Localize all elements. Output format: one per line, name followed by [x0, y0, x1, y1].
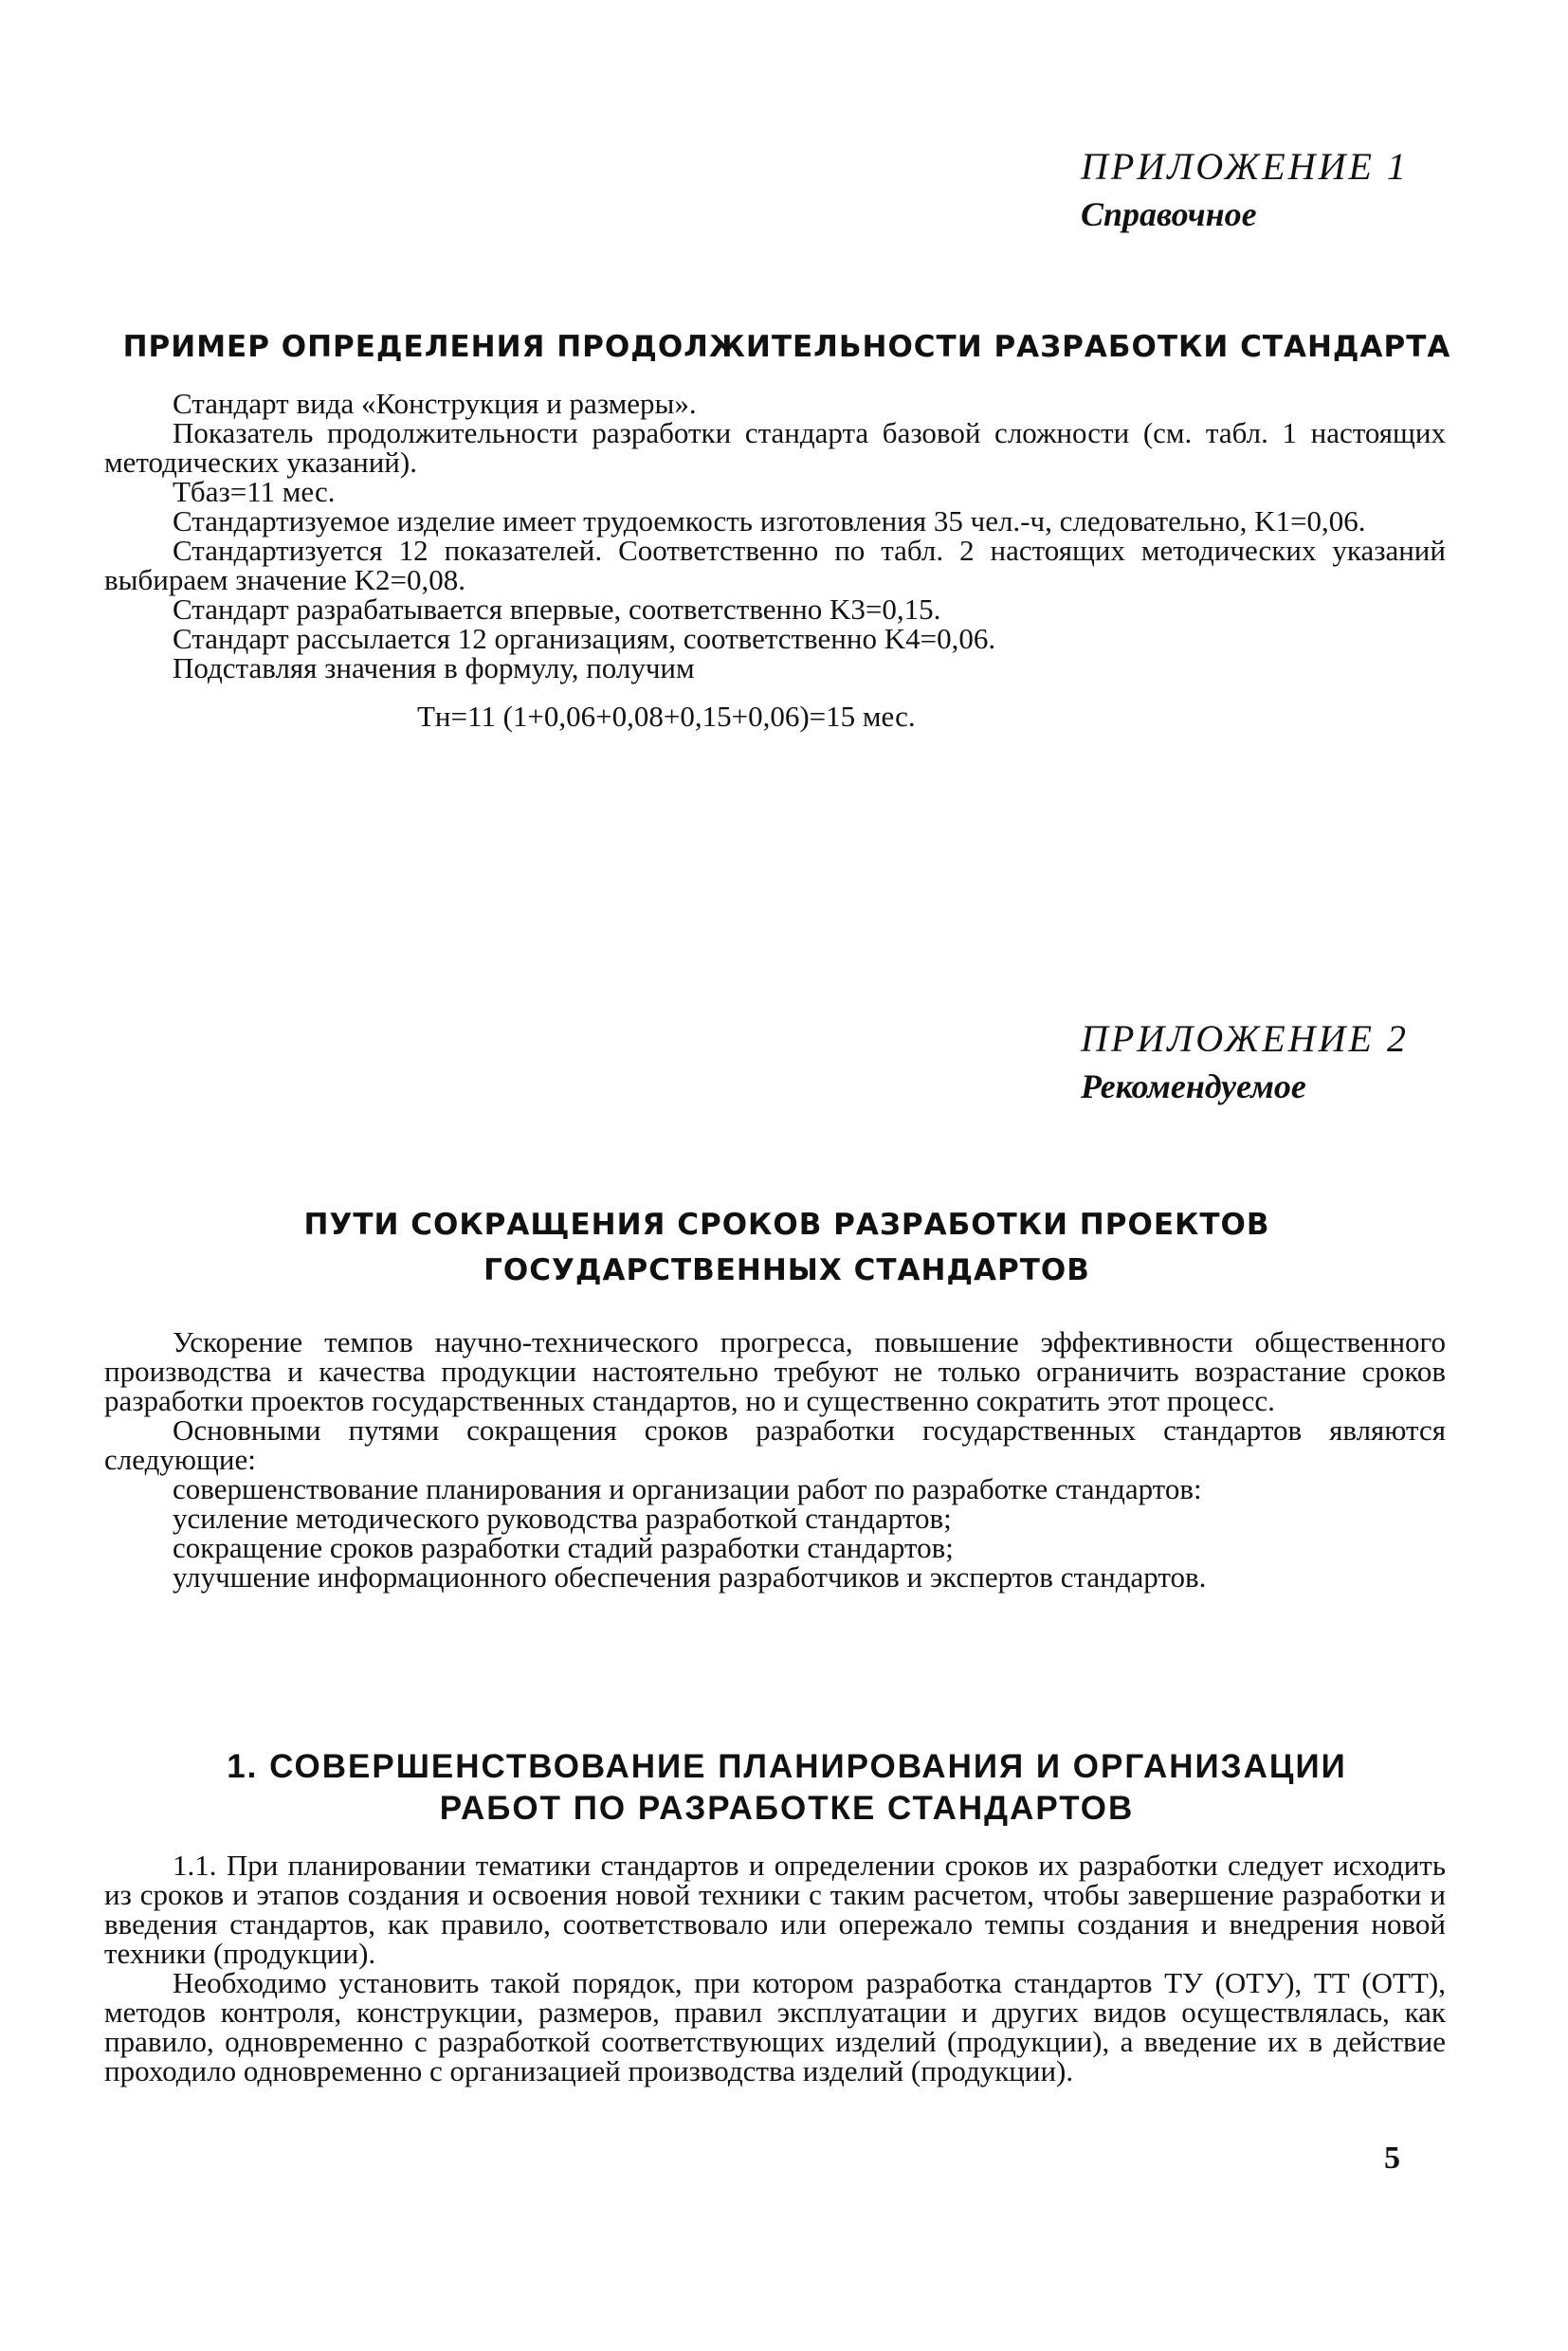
- appendix-2-subtitle: Рекомендуемое: [1081, 1067, 1306, 1105]
- intro-list-item: совершенствование планирования и организации работ по разработке стандартов:: [173, 1472, 1202, 1505]
- recommendations-heading-line-1: ПУТИ СОКРАЩЕНИЯ СРОКОВ РАЗРАБОТКИ ПРОЕКТОВ: [303, 1208, 1270, 1242]
- recommendations-heading-line-2: ГОСУДАРСТВЕННЫХ СТАНДАРТОВ: [483, 1253, 1090, 1287]
- example-paragraph: Tбаз=11 мес.: [173, 475, 336, 508]
- example-paragraph: Стандарт вида «Конструкция и размеры».: [173, 387, 697, 420]
- example-paragraph: Показатель продолжительности разработки стандарта базовой сложности (см. табл. 1 настоящих методических указаний).: [104, 416, 1446, 479]
- section-1-heading-line-2: РАБОТ ПО РАЗРАБОТКЕ СТАНДАРТОВ: [439, 1790, 1135, 1827]
- intro-body: [104, 1327, 1446, 1592]
- intro-list-item: сокращение сроков разработки стадий разработки стандартов;: [173, 1531, 954, 1564]
- page-number: 5: [1384, 2141, 1400, 2176]
- example-paragraph: Стандарт рассылается 12 организациям, соответственно K4=0,06.: [173, 622, 996, 655]
- appendix-2-label: [1081, 1014, 1498, 1109]
- appendix-2-title: ПРИЛОЖЕНИЕ 2: [1081, 1017, 1409, 1060]
- section-1-heading-line-1: 1. СОВЕРШЕНСТВОВАНИЕ ПЛАНИРОВАНИЯ И ОРГАНИЗАЦИИ: [227, 1748, 1347, 1785]
- example-body: [104, 389, 1446, 731]
- duration-formula: Tн=11 (1+0,06+0,08+0,15+0,06)=15 мес.: [417, 700, 916, 733]
- appendix-1-subtitle: Справочное: [1081, 195, 1257, 233]
- example-heading: ПРИМЕР ОПРЕДЕЛЕНИЯ ПРОДОЛЖИТЕЛЬНОСТИ РАЗРАБОТКИ СТАНДАРТА: [122, 330, 1451, 364]
- section-1-paragraph: 1.1. При планировании тематики стандартов и определении сроков их разработки следует исходить из сроков и этапов создания и освоения новой техники с таким расчетом, чтобы завершение разработки и введения стандартов, как правило, соответствовало или опережало темпы создания и внедрения новой техники (продукции).: [104, 1849, 1446, 1970]
- section-1-heading: [95, 1746, 1479, 1830]
- intro-list-item: усиление методического руководства разработкой стандартов;: [173, 1502, 952, 1535]
- example-paragraph: Стандарт разрабатывается впервые, соответственно K3=0,15.: [173, 592, 941, 626]
- example-paragraph: Стандартизуется 12 показателей. Соответственно по табл. 2 настоящих методических указаний выбираем значение K2=0,08.: [104, 534, 1446, 596]
- intro-paragraph: Основными путями сокращения сроков разработки государственных стандартов являются следующие:: [104, 1413, 1446, 1476]
- example-paragraph: Стандартизуемое изделие имеет трудоемкость изготовления 35 чел.-ч, следовательно, K1=0,06.: [173, 504, 1366, 538]
- intro-list-item: улучшение информационного обеспечения разработчиков и экспертов стандартов.: [173, 1560, 1207, 1594]
- appendix-1-label: [1081, 142, 1498, 237]
- intro-paragraph: Ускорение темпов научно-технического прогресса, повышение эффективности общественного производства и качества продукции настоятельно требуют не только ограничить возрастание сроков разработки проектов государственных стандартов, но и существенно сократить этот процесс.: [104, 1325, 1446, 1417]
- example-paragraph: Подставляя значения в формулу, получим: [173, 651, 695, 684]
- appendix-1-title: ПРИЛОЖЕНИЕ 1: [1081, 145, 1409, 188]
- recommendations-heading: [95, 1202, 1479, 1293]
- section-1-paragraph: Необходимо установить такой порядок, при котором разработка стандартов ТУ (ОТУ), ТТ (ОТТ), методов контроля, конструкции, размеров, правил эксплуатации и других видов осуществлялась, как правило, одновременно с разработкой соответствующих изделий (продукции), а введение их в действие проходило одновременно с организацией производства изделий (продукции).: [104, 1966, 1446, 2087]
- section-1-body: [104, 1850, 1446, 2086]
